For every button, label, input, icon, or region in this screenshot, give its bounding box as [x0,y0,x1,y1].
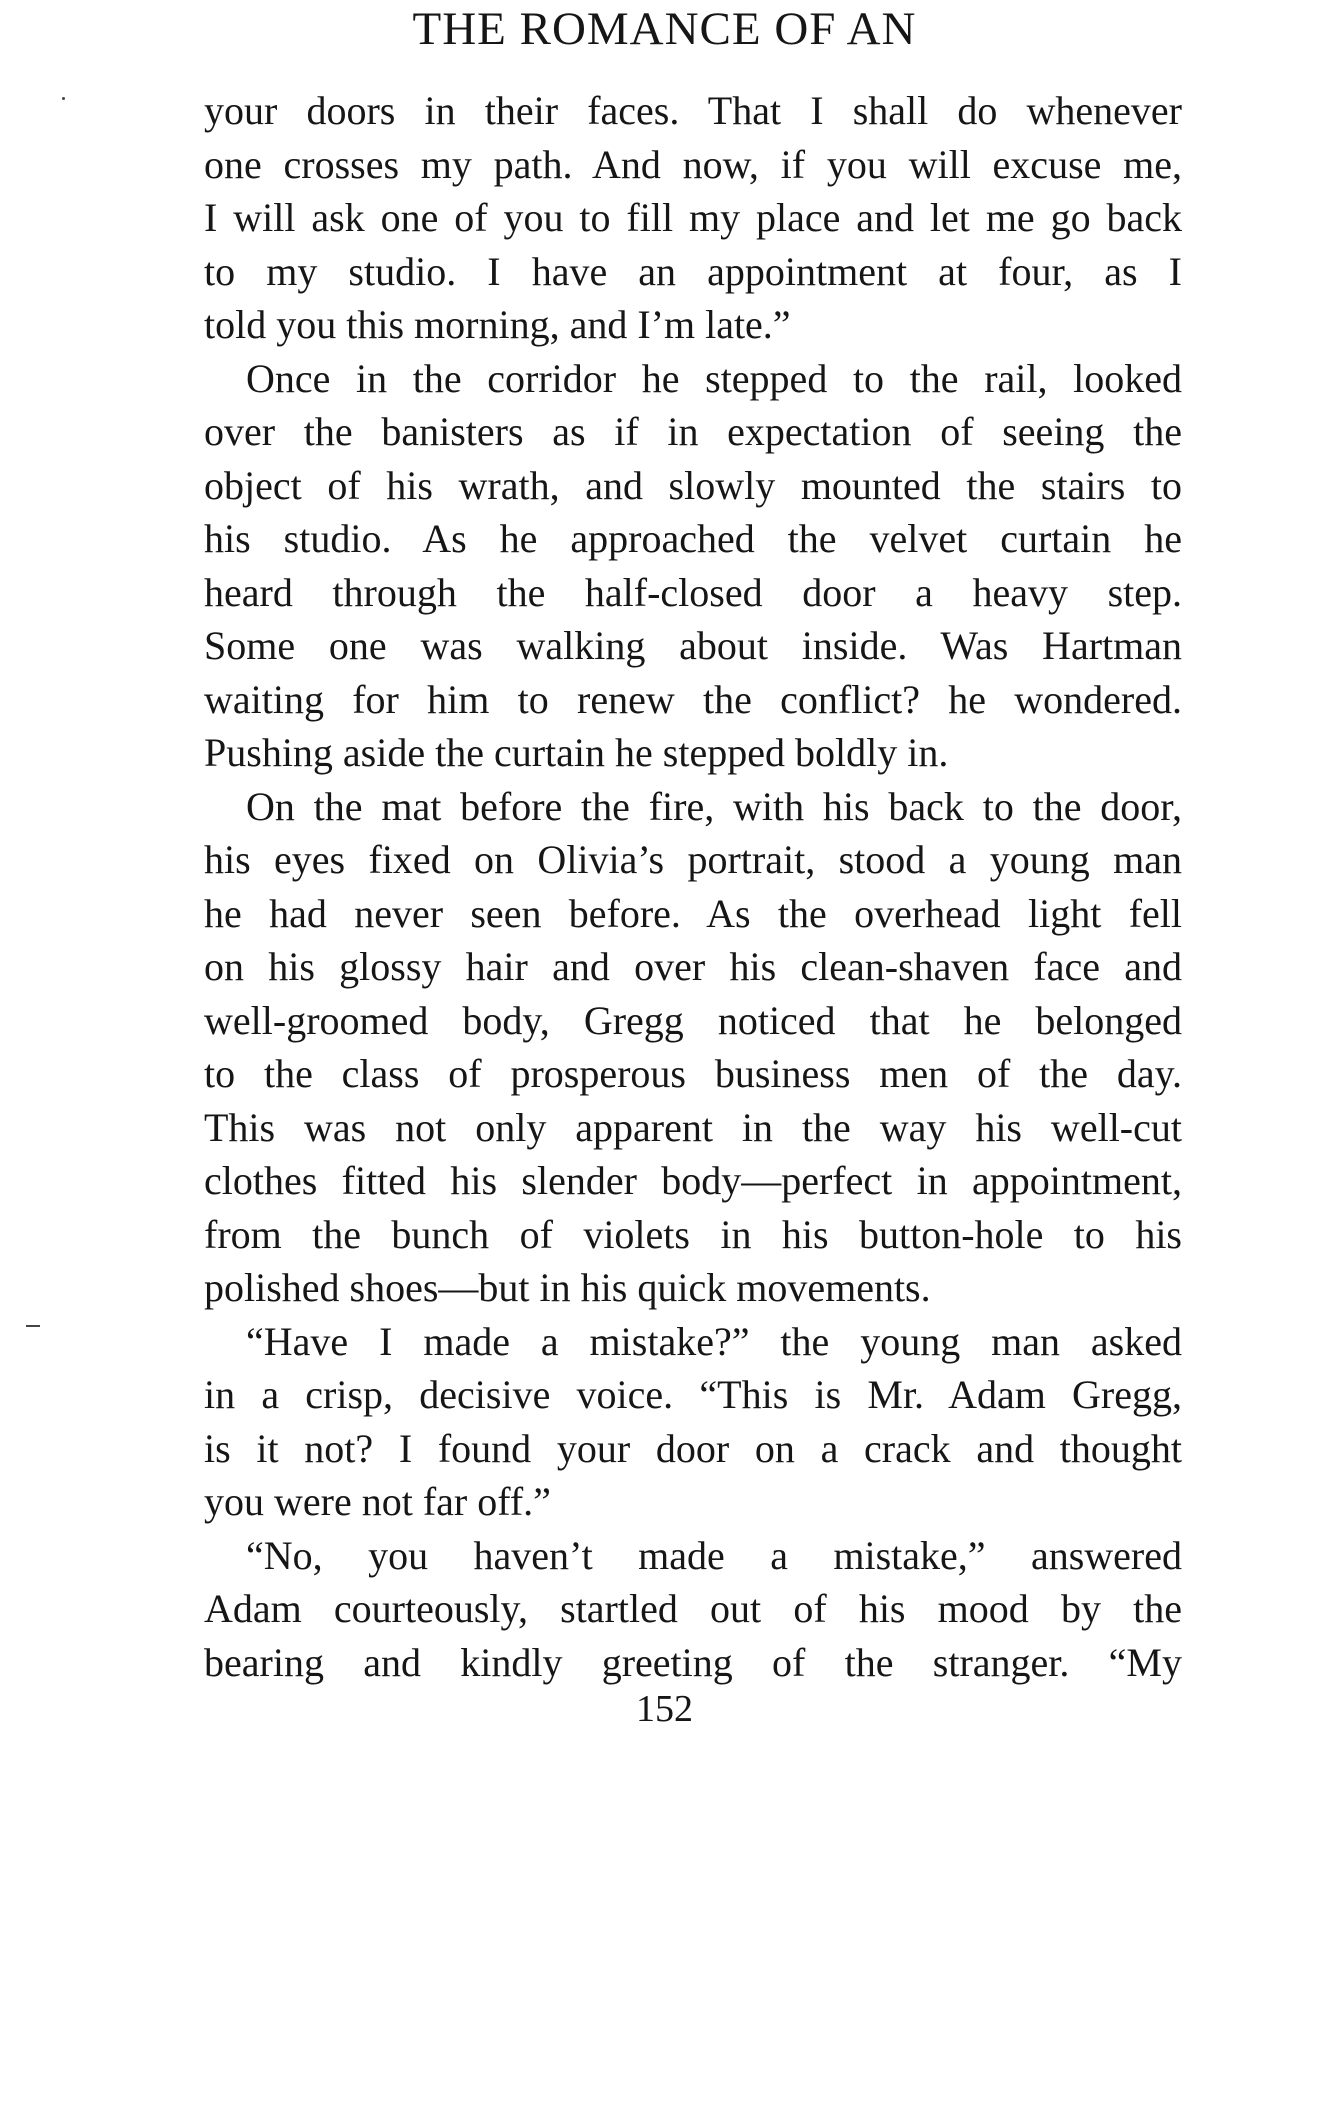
text-line: Once in the corridor he stepped to the rail, looked [246,355,1182,401]
running-head: THE ROMANCE OF AN [412,3,917,55]
text-line: is it not? I found your door on a crack and thought [204,1425,1182,1471]
text-line: Some one was walking about inside. Was Hartman [204,623,1182,668]
text-line: Adam courteously, startled out of his mood by the [204,1586,1182,1631]
text-line: in a crisp, decisive voice. “This is Mr. Adam Gregg, [204,1372,1182,1417]
page-number: 152 [636,1688,693,1730]
text-line: On the mat before the fire, with his back to the door, [246,783,1182,829]
text-line: his studio. As he approached the velvet curtain he [204,516,1182,561]
scan-speck [62,97,65,100]
text-line: told you this morning, and I’m late.” [204,302,791,347]
text-line: polished shoes—but in his quick movements. [204,1265,931,1310]
text-line: he had never seen before. As the overhead light fell [204,890,1182,936]
text-line: your doors in their faces. That I shall do whenever [204,88,1182,133]
text-line: to the class of prosperous business men of the day. [204,1051,1182,1096]
scan-mark [26,1325,40,1327]
text-line: waiting for him to renew the conflict? he wondered. [204,676,1182,722]
text-line: clothes fitted his slender body—perfect in appointment, [204,1158,1182,1203]
text-line: on his glossy hair and over his clean-shaven face and [204,944,1182,989]
text-line: from the bunch of violets in his button-hole to his [204,1211,1182,1257]
text-line: over the banisters as if in expectation of seeing the [204,409,1182,454]
body-text [204,84,1182,1689]
text-line: This was not only apparent in the way his well-cut [204,1104,1182,1150]
text-line: I will ask one of you to fill my place and let me go back [204,195,1182,240]
text-line: his eyes fixed on Olivia’s portrait, stood a young man [204,837,1182,882]
text-line: to my studio. I have an appointment at four, as I [204,248,1182,294]
text-line: bearing and kindly greeting of the stranger. “My [204,1639,1182,1685]
text-line: object of his wrath, and slowly mounted the stairs to [204,462,1182,508]
text-line: one crosses my path. And now, if you will excuse me, [204,141,1182,187]
text-line: Pushing aside the curtain he stepped boldly in. [204,730,949,775]
text-line: “No, you haven’t made a mistake,” answered [246,1532,1182,1578]
text-line: well-groomed body, Gregg noticed that he belonged [204,997,1182,1043]
text-line: you were not far off.” [204,1479,551,1524]
text-line: heard through the half-closed door a heavy step. [204,569,1182,615]
text-line: “Have I made a mistake?” the young man asked [246,1318,1182,1364]
